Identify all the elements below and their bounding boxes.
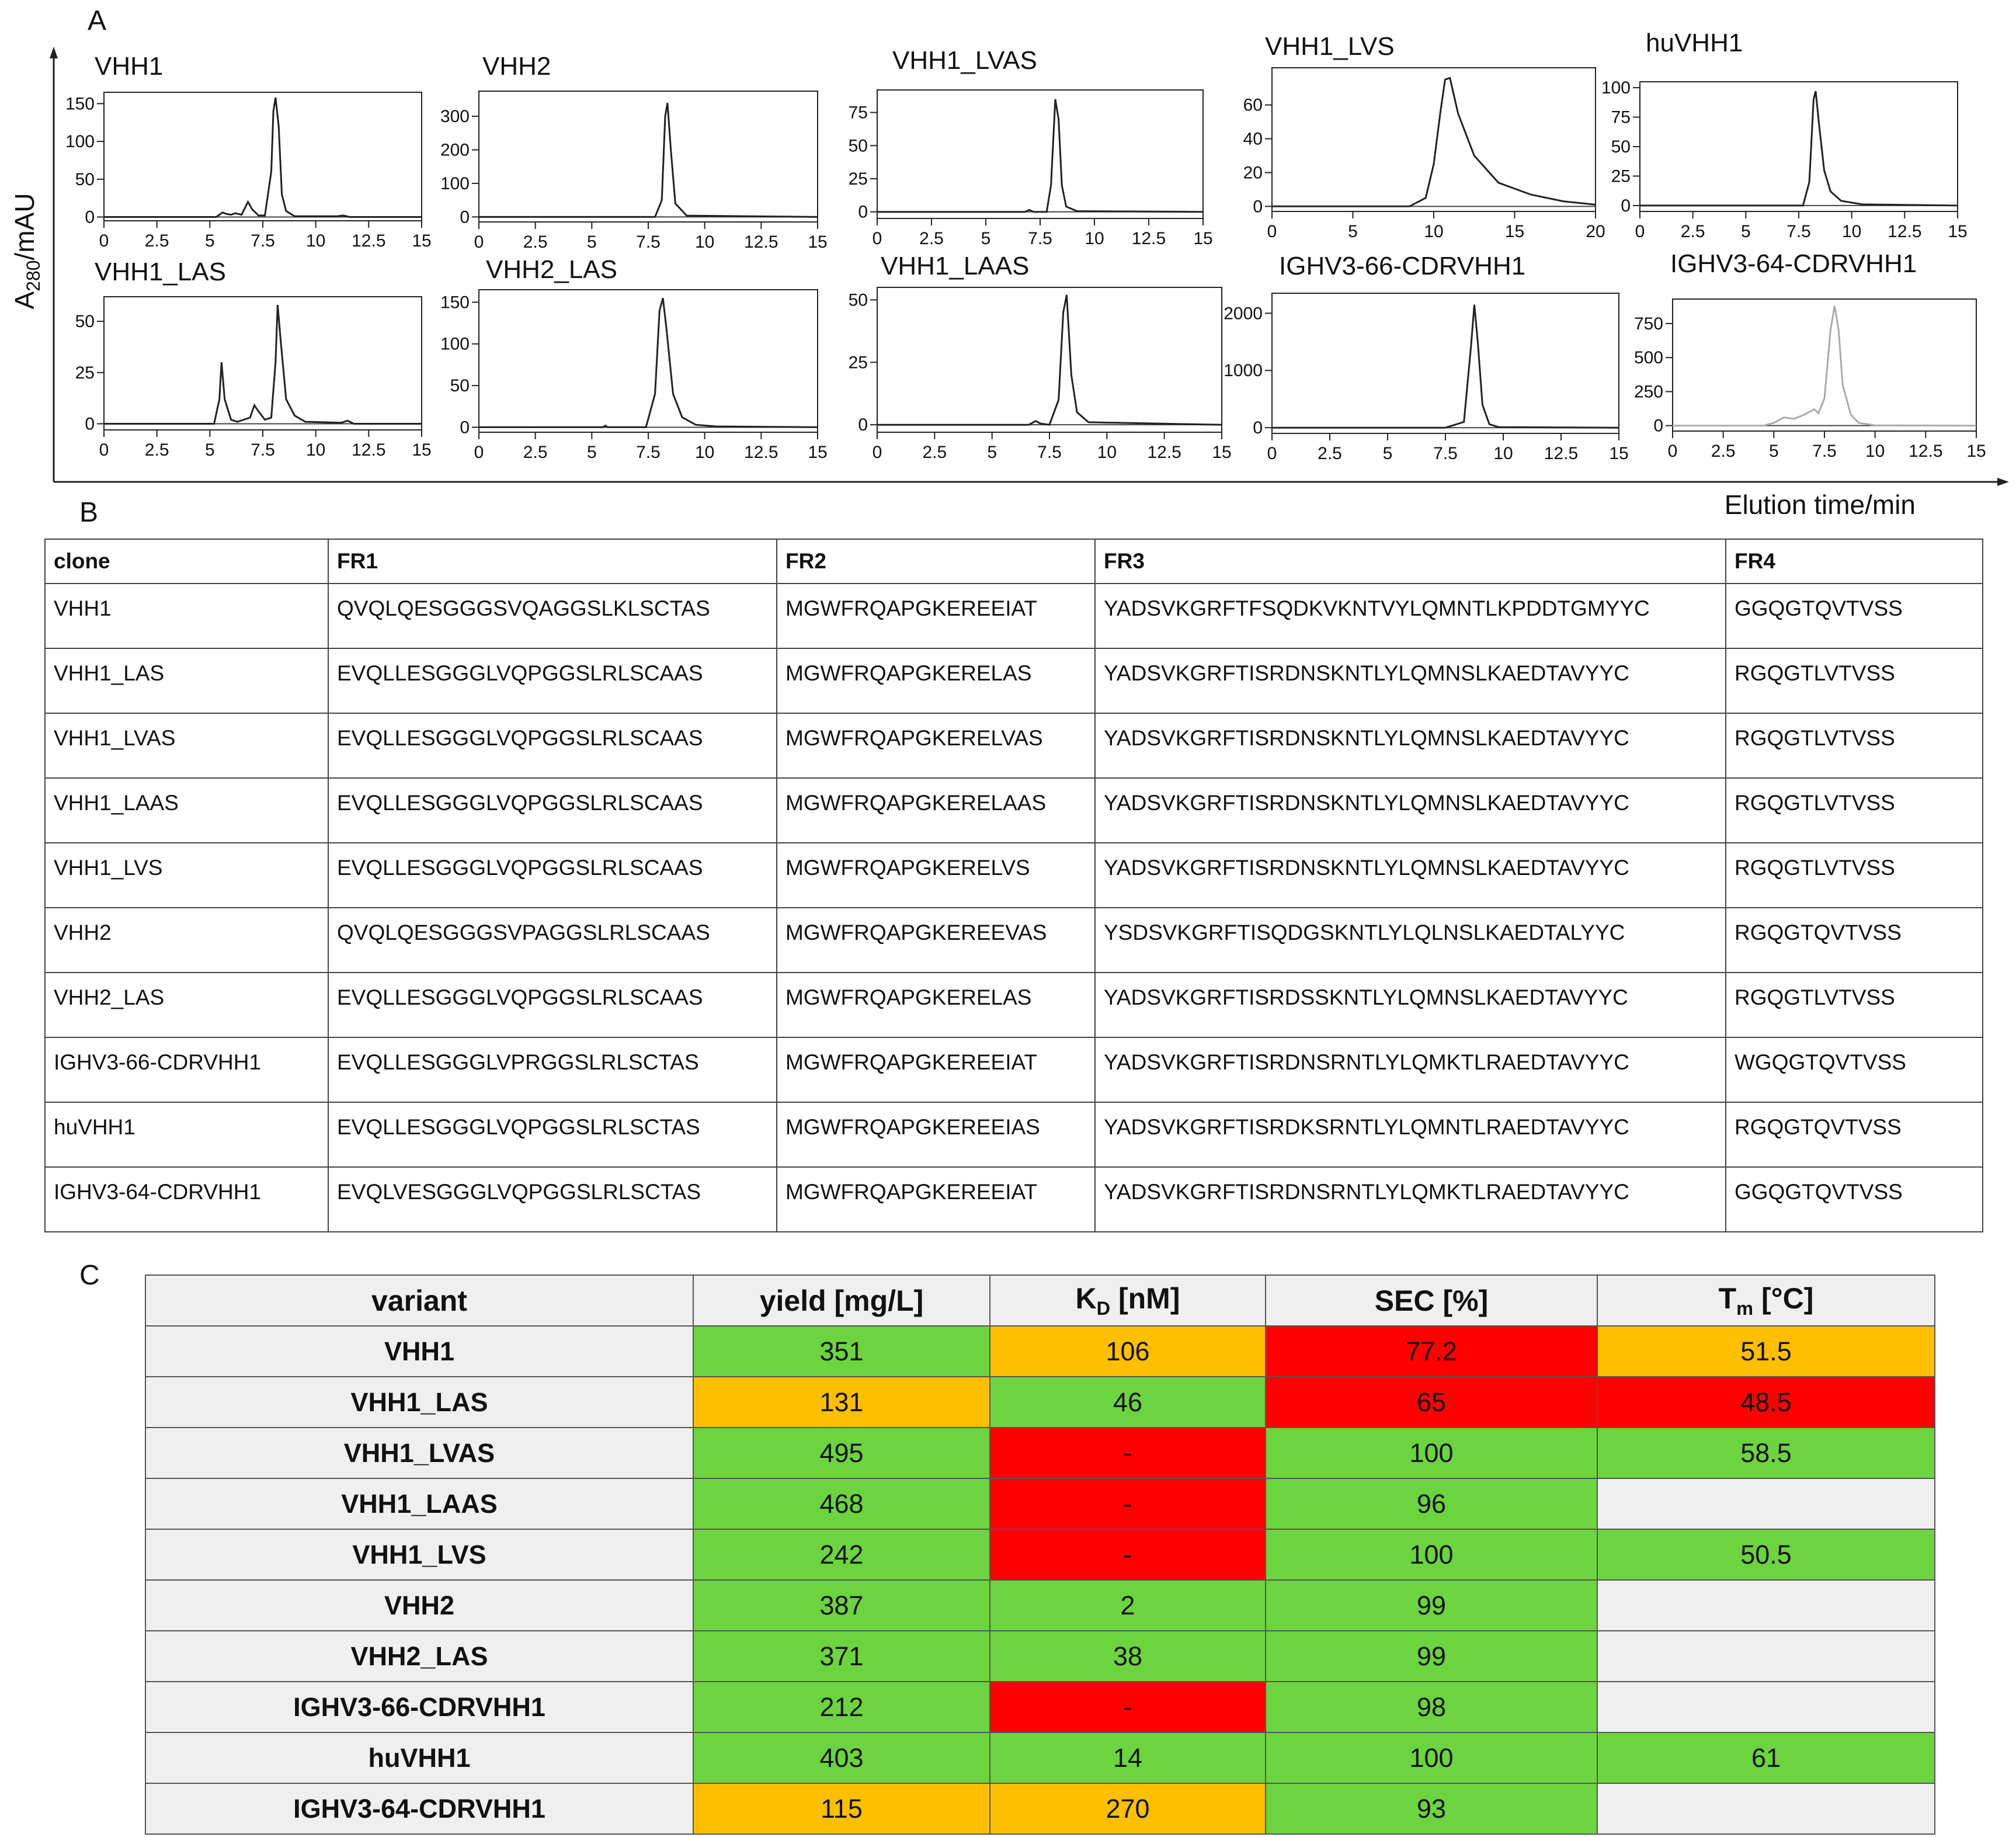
panel-label-a: A: [88, 5, 107, 36]
cell-fr4: RGQGTLVTVSS: [1726, 648, 1983, 713]
chart-title: VHH1: [95, 52, 164, 81]
cell-variant: huVHH1: [145, 1732, 693, 1783]
table-row: [45, 1037, 1983, 1102]
plot-frame: [1640, 82, 1958, 211]
kd-main: K: [1075, 1282, 1097, 1315]
cell-fr4: GGQGTQVTVSS: [1726, 584, 1983, 648]
global-x-label: Elution time/min: [1724, 489, 1916, 514]
cell-yield: 371: [693, 1631, 990, 1682]
x-tick-label: 2.5: [922, 443, 947, 462]
y-label-main: A: [9, 291, 40, 310]
x-tick-label: 5: [204, 440, 215, 460]
cell-kd: 38: [990, 1631, 1266, 1682]
y-tick-label: 0: [1653, 416, 1663, 436]
cell-kd: -: [990, 1529, 1266, 1580]
cell-kd: -: [990, 1478, 1266, 1529]
series-line: [479, 103, 818, 217]
table-row: [45, 973, 1983, 1037]
chromatogram-0: [65, 52, 432, 251]
cell-sec: 77.2: [1266, 1326, 1597, 1377]
cell-yield: 468: [693, 1478, 990, 1529]
chromatogram-5: [75, 258, 432, 460]
chromatogram-1: [440, 52, 828, 252]
x-tick-label: 20: [1586, 222, 1605, 241]
x-tick-label: 2.5: [523, 232, 548, 252]
x-tick-label: 5: [586, 232, 597, 252]
table-c-header-row: [145, 1275, 1935, 1326]
x-tick-label: 10: [1841, 222, 1862, 241]
cell-fr2: MGWFRQAPGKEREEIAT: [777, 1167, 1095, 1232]
x-tick-label: 7.5: [1812, 442, 1837, 461]
x-tick-label: 5: [1348, 222, 1358, 241]
chart-title: VHH1_LAAS: [881, 252, 1030, 280]
x-tick-label: 2.5: [1711, 442, 1736, 461]
cell-sec: 99: [1266, 1580, 1597, 1631]
x-tick-label: 10: [1097, 443, 1117, 462]
x-tick-label: 12.5: [1147, 443, 1181, 462]
cell-clone: huVHH1: [45, 1102, 328, 1167]
table-row: [45, 843, 1983, 908]
y-tick-label: 250: [1633, 382, 1663, 402]
x-tick-label: 0: [1267, 444, 1277, 463]
x-tick-label: 2.5: [144, 231, 169, 251]
x-tick-label: 10: [1493, 444, 1513, 463]
x-tick-label: 12.5: [744, 232, 778, 252]
x-tick-label: 15: [412, 440, 432, 460]
table-row: [145, 1783, 1935, 1834]
y-label-sub: 280: [23, 260, 44, 291]
x-tick-label: 15: [1948, 222, 1968, 241]
cell-sec: 98: [1266, 1682, 1597, 1732]
x-tick-label: 5: [586, 443, 597, 462]
cell-variant: VHH1_LVAS: [145, 1428, 693, 1478]
plot-frame: [877, 287, 1222, 432]
y-tick-label: 0: [1253, 418, 1263, 438]
y-tick-label: 300: [440, 107, 470, 127]
y-tick-label: 25: [75, 363, 95, 383]
cell-yield: 242: [693, 1529, 990, 1580]
cell-clone: VHH1: [45, 584, 328, 648]
cell-variant: VHH2_LAS: [145, 1631, 693, 1682]
y-tick-label: 25: [1611, 166, 1631, 186]
x-tick-label: 5: [204, 231, 215, 251]
plot-frame: [104, 297, 422, 430]
cell-fr1: EVQLVESGGGLVQPGGSLRLSCTAS: [328, 1167, 777, 1232]
cell-yield: 115: [693, 1783, 990, 1834]
y-tick-label: 50: [75, 312, 95, 332]
cell-kd: 270: [990, 1783, 1266, 1834]
cell-tm: [1597, 1783, 1935, 1834]
x-tick-label: 7.5: [1037, 443, 1062, 462]
chromatogram-svg: [0, 0, 2016, 514]
cell-clone: VHH1_LAAS: [45, 778, 328, 843]
cell-fr4: RGQGTLVTVSS: [1726, 713, 1983, 778]
table-b-header-row: [45, 539, 1983, 584]
x-tick-label: 10: [1424, 222, 1444, 241]
y-tick-label: 0: [460, 418, 470, 437]
table-row: [145, 1529, 1935, 1580]
y-label-rest: /mAU: [9, 193, 40, 261]
cell-fr2: MGWFRQAPGKEREEVAS: [777, 908, 1095, 973]
cell-fr1: QVQLQESGGGSVQAGGSLKLSCTAS: [328, 584, 777, 648]
cell-variant: VHH1_LAAS: [145, 1478, 693, 1529]
cell-yield: 351: [693, 1326, 990, 1377]
table-c-header-kd: [990, 1275, 1266, 1326]
y-tick-label: 0: [1253, 197, 1263, 217]
chromatogram-7: [849, 252, 1232, 462]
x-tick-label: 12.5: [1544, 444, 1579, 463]
panel-label-c: C: [79, 1260, 100, 1291]
cell-fr4: RGQGTLVTVSS: [1726, 973, 1983, 1037]
y-tick-label: 1000: [1223, 361, 1263, 381]
table-row: [45, 1167, 1983, 1232]
x-tick-label: 5: [981, 229, 991, 248]
x-tick-label: 12.5: [1909, 442, 1943, 461]
cell-fr3: YADSVKGRFTFSQDKVKNTVYLQMNTLKPDDTGMYYC: [1095, 584, 1726, 648]
chromatogram-4: [1601, 29, 1968, 241]
chromatogram-2: [849, 46, 1213, 248]
y-tick-label: 500: [1633, 348, 1663, 368]
chart-title: VHH2_LAS: [486, 255, 618, 284]
table-row: [145, 1326, 1935, 1377]
y-tick-label: 50: [848, 290, 868, 310]
table-b-header-fr4: FR4: [1726, 539, 1983, 584]
panel-label-b: B: [79, 497, 99, 528]
y-tick-label: 100: [65, 132, 95, 152]
series-line: [1272, 305, 1619, 428]
x-tick-label: 0: [474, 232, 484, 252]
table-row: [45, 778, 1983, 843]
cell-tm: [1597, 1580, 1935, 1631]
cell-fr3: YADSVKGRFTISRDNSKNTLYLQMNSLKAEDTAVYYC: [1095, 648, 1726, 713]
x-tick-label: 5: [1740, 222, 1751, 241]
cell-fr2: MGWFRQAPGKEREEIAS: [777, 1102, 1095, 1167]
cell-kd: 2: [990, 1580, 1266, 1631]
cell-sec: 100: [1266, 1732, 1597, 1783]
cell-clone: VHH1_LAS: [45, 648, 328, 713]
cell-kd: 14: [990, 1732, 1266, 1783]
cell-fr3: YADSVKGRFTISRDSSKNTLYLQMNSLKAEDTAVYYC: [1095, 973, 1726, 1037]
table-row: [145, 1732, 1935, 1783]
cell-sec: 100: [1266, 1428, 1597, 1478]
x-tick-label: 0: [872, 443, 882, 462]
x-tick-label: 0: [1667, 442, 1678, 461]
table-row: [45, 1102, 1983, 1167]
y-tick-label: 20: [1243, 163, 1263, 183]
global-y-label: [9, 193, 44, 309]
x-tick-label: 0: [1267, 222, 1277, 241]
chart-title: IGHV3-64-CDRVHH1: [1670, 249, 1917, 278]
cell-sec: 96: [1266, 1478, 1597, 1529]
table-row: [145, 1478, 1935, 1529]
plot-frame: [1272, 293, 1619, 433]
x-tick-label: 10: [305, 231, 326, 251]
chart-title: IGHV3-66-CDRVHH1: [1279, 252, 1526, 280]
cell-fr3: YADSVKGRFTISRDNSKNTLYLQMNSLKAEDTAVYYC: [1095, 843, 1726, 908]
chart-title: VHH1_LVAS: [892, 46, 1037, 75]
cell-fr3: YADSVKGRFTISRDNSRNTLYLQMKTLRAEDTAVYYC: [1095, 1037, 1726, 1102]
table-row: [45, 648, 1983, 713]
x-tick-label: 15: [808, 443, 828, 462]
cell-fr1: EVQLLESGGGLVQPGGSLRLSCAAS: [328, 778, 777, 843]
cell-fr4: WGQGTQVTVSS: [1726, 1037, 1983, 1102]
cell-yield: 387: [693, 1580, 990, 1631]
table-row: [45, 908, 1983, 973]
y-tick-label: 25: [848, 169, 868, 189]
y-tick-label: 50: [450, 376, 470, 396]
x-tick-label: 0: [1635, 222, 1645, 241]
variant-properties-table: [145, 1275, 1935, 1835]
x-tick-label: 2.5: [1680, 222, 1705, 241]
chromatogram-3: [1243, 32, 1605, 241]
table-c-header-sec: SEC [%]: [1266, 1275, 1597, 1326]
x-tick-label: 0: [872, 229, 882, 248]
x-tick-label: 12.5: [352, 231, 386, 251]
x-tick-label: 2.5: [523, 443, 548, 462]
y-tick-label: 75: [1611, 107, 1631, 127]
cell-kd: -: [990, 1428, 1266, 1478]
panel-a-chromatograms: [0, 0, 2016, 514]
cell-fr1: QVQLQESGGGSVPAGGSLRLSCAAS: [328, 908, 777, 973]
plot-frame: [104, 92, 422, 221]
x-tick-label: 10: [1085, 229, 1104, 248]
y-tick-label: 50: [848, 136, 868, 156]
table-b-header-fr1: FR1: [328, 539, 777, 584]
y-tick-label: 750: [1633, 314, 1663, 334]
x-tick-label: 2.5: [144, 440, 169, 460]
cell-tm: 50.5: [1597, 1529, 1935, 1580]
cell-clone: VHH1_LVS: [45, 843, 328, 908]
x-tick-label: 12.5: [1131, 229, 1166, 248]
cell-tm: 51.5: [1597, 1326, 1935, 1377]
x-tick-label: 5: [1382, 444, 1393, 463]
cell-fr3: YSDSVKGRFTISQDGSKNTLYLQLNSLKAEDTALYYC: [1095, 908, 1726, 973]
y-tick-label: 0: [85, 207, 95, 227]
cell-fr1: EVQLLESGGGLVQPGGSLRLSCTAS: [328, 1102, 777, 1167]
cell-fr2: MGWFRQAPGKERELAS: [777, 648, 1095, 713]
table-b-header-clone: clone: [45, 539, 328, 584]
table-row: [145, 1377, 1935, 1428]
cell-fr2: MGWFRQAPGKERELVAS: [777, 713, 1095, 778]
x-tick-label: 7.5: [1028, 229, 1052, 248]
cell-tm: 58.5: [1597, 1428, 1935, 1478]
y-tick-label: 40: [1243, 129, 1263, 149]
cell-fr3: YADSVKGRFTISRDNSKNTLYLQMNSLKAEDTAVYYC: [1095, 713, 1726, 778]
chart-title: huVHH1: [1646, 29, 1743, 57]
x-tick-label: 0: [474, 443, 484, 462]
cell-clone: VHH2: [45, 908, 328, 973]
x-tick-label: 2.5: [1318, 444, 1342, 463]
cell-tm: [1597, 1478, 1935, 1529]
cell-sec: 93: [1266, 1783, 1597, 1834]
kd-rest: [nM]: [1110, 1282, 1180, 1315]
cell-fr4: RGQGTQVTVSS: [1726, 1102, 1983, 1167]
cell-clone: IGHV3-66-CDRVHH1: [45, 1037, 328, 1102]
table-row: [145, 1428, 1935, 1478]
series-line: [479, 298, 818, 427]
cell-fr4: RGQGTLVTVSS: [1726, 778, 1983, 843]
y-tick-label: 2000: [1223, 304, 1263, 324]
cell-variant: IGHV3-64-CDRVHH1: [145, 1783, 693, 1834]
cell-tm: 61: [1597, 1732, 1935, 1783]
table-c-header-tm: [1597, 1275, 1935, 1326]
x-tick-label: 15: [1212, 443, 1232, 462]
cell-fr1: EVQLLESGGGLVQPGGSLRLSCAAS: [328, 648, 777, 713]
x-tick-label: 10: [694, 232, 715, 252]
cell-fr1: EVQLLESGGGLVQPGGSLRLSCAAS: [328, 843, 777, 908]
cell-tm: [1597, 1682, 1935, 1732]
cell-fr2: MGWFRQAPGKEREEIAT: [777, 584, 1095, 648]
cell-tm: [1597, 1631, 1935, 1682]
plot-frame: [1673, 299, 1976, 431]
table-b-header-fr3: FR3: [1095, 539, 1726, 584]
y-tick-label: 0: [85, 414, 95, 434]
cell-sec: 99: [1266, 1631, 1597, 1682]
cell-tm: 48.5: [1597, 1377, 1935, 1428]
table-c-header-yield: yield [mg/L]: [693, 1275, 990, 1326]
cell-kd: 46: [990, 1377, 1266, 1428]
x-tick-label: 7.5: [1786, 222, 1811, 241]
table-row: [145, 1580, 1935, 1631]
cell-yield: 212: [693, 1682, 990, 1732]
cell-fr2: MGWFRQAPGKERELVS: [777, 843, 1095, 908]
cell-fr2: MGWFRQAPGKEREEIAT: [777, 1037, 1095, 1102]
series-line: [1640, 91, 1958, 206]
table-row: [45, 584, 1983, 648]
cell-variant: VHH2: [145, 1580, 693, 1631]
x-tick-label: 15: [1504, 222, 1525, 241]
plot-frame: [1272, 68, 1596, 211]
plot-frame: [479, 91, 818, 222]
y-tick-label: 0: [858, 202, 868, 222]
series-line: [877, 99, 1203, 212]
y-tick-label: 100: [440, 173, 470, 193]
cell-variant: VHH1_LAS: [145, 1377, 693, 1428]
cell-variant: VHH1: [145, 1326, 693, 1377]
tm-main: T: [1718, 1282, 1737, 1315]
y-tick-label: 200: [440, 140, 470, 160]
y-tick-label: 0: [1621, 196, 1631, 216]
global-x-arrow: [1997, 478, 2009, 486]
cell-sec: 65: [1266, 1377, 1597, 1428]
table-row: [145, 1682, 1935, 1732]
x-tick-label: 15: [1193, 229, 1213, 248]
y-tick-label: 60: [1243, 95, 1263, 115]
cell-yield: 403: [693, 1732, 990, 1783]
cell-variant: VHH1_LVS: [145, 1529, 693, 1580]
series-line: [104, 305, 422, 424]
y-tick-label: 0: [858, 415, 868, 435]
y-tick-label: 50: [75, 169, 95, 189]
series-line: [877, 295, 1222, 425]
x-tick-label: 12.5: [1888, 222, 1922, 241]
cell-yield: 131: [693, 1377, 990, 1428]
cell-fr1: EVQLLESGGGLVPRGGSLRLSCTAS: [328, 1037, 777, 1102]
table-c-header-variant: variant: [145, 1275, 693, 1326]
plot-frame: [479, 290, 818, 432]
x-tick-label: 7.5: [636, 232, 661, 252]
y-tick-label: 100: [1601, 78, 1631, 98]
x-tick-label: 5: [987, 443, 997, 462]
table-b-header-fr2: FR2: [777, 539, 1095, 584]
plot-frame: [877, 90, 1203, 218]
x-tick-label: 2.5: [919, 229, 944, 248]
x-tick-label: 12.5: [352, 440, 386, 460]
global-y-arrow: [50, 47, 58, 58]
cell-fr1: EVQLLESGGGLVQPGGSLRLSCAAS: [328, 713, 777, 778]
y-tick-label: 75: [848, 103, 868, 123]
y-tick-label: 150: [65, 94, 95, 114]
x-tick-label: 15: [412, 231, 432, 251]
y-tick-label: 0: [460, 207, 470, 227]
y-tick-label: 25: [848, 353, 868, 373]
chromatogram-6: [440, 255, 828, 462]
x-tick-label: 5: [1768, 442, 1779, 461]
x-tick-label: 12.5: [744, 443, 778, 462]
series-line: [1673, 306, 1976, 426]
table-row: [145, 1631, 1935, 1682]
x-tick-label: 10: [1865, 442, 1885, 461]
y-tick-label: 100: [440, 334, 470, 354]
chart-title: VHH2: [482, 52, 551, 81]
series-line: [1272, 78, 1596, 206]
cell-fr1: EVQLLESGGGLVQPGGSLRLSCAAS: [328, 973, 777, 1037]
x-tick-label: 7.5: [1433, 444, 1458, 463]
cell-variant: IGHV3-66-CDRVHH1: [145, 1682, 693, 1732]
chromatogram-8: [1223, 252, 1628, 463]
x-tick-label: 0: [99, 231, 109, 251]
x-tick-label: 10: [305, 440, 326, 460]
cell-sec: 100: [1266, 1529, 1597, 1580]
tm-sub: m: [1736, 1298, 1754, 1319]
x-tick-label: 10: [694, 443, 715, 462]
chart-title: VHH1_LAS: [95, 258, 227, 286]
x-tick-label: 15: [1966, 442, 1986, 461]
cell-clone: IGHV3-64-CDRVHH1: [45, 1167, 328, 1232]
cell-kd: -: [990, 1682, 1266, 1732]
y-tick-label: 150: [440, 293, 470, 312]
chart-title: VHH1_LVS: [1265, 32, 1395, 61]
chromatogram-9: [1634, 249, 1986, 461]
cell-fr4: RGQGTLVTVSS: [1726, 843, 1983, 908]
x-tick-label: 7.5: [251, 440, 275, 460]
y-tick-label: 50: [1611, 137, 1631, 157]
cell-fr4: GGQGTQVTVSS: [1726, 1167, 1983, 1232]
x-tick-label: 15: [1609, 444, 1629, 463]
cell-kd: 106: [990, 1326, 1266, 1377]
cell-fr2: MGWFRQAPGKERELAAS: [777, 778, 1095, 843]
framework-sequence-table: [44, 539, 1983, 1232]
x-tick-label: 15: [808, 232, 828, 252]
x-tick-label: 0: [99, 440, 109, 460]
cell-fr3: YADSVKGRFTISRDNSRNTLYLQMKTLRAEDTAVYYC: [1095, 1167, 1726, 1232]
tm-rest: [°C]: [1753, 1282, 1814, 1315]
table-row: [45, 713, 1983, 778]
cell-fr2: MGWFRQAPGKERELAS: [777, 973, 1095, 1037]
x-tick-label: 7.5: [251, 231, 275, 251]
x-tick-label: 7.5: [636, 443, 661, 462]
cell-fr3: YADSVKGRFTISRDKSRNTLYLQMNTLRAEDTAVYYC: [1095, 1102, 1726, 1167]
cell-clone: VHH1_LVAS: [45, 713, 328, 778]
cell-yield: 495: [693, 1428, 990, 1478]
kd-sub: D: [1096, 1298, 1111, 1319]
cell-clone: VHH2_LAS: [45, 973, 328, 1037]
series-line: [104, 98, 422, 217]
cell-fr3: YADSVKGRFTISRDNSKNTLYLQMNSLKAEDTAVYYC: [1095, 778, 1726, 843]
cell-fr4: RGQGTQVTVSS: [1726, 908, 1983, 973]
